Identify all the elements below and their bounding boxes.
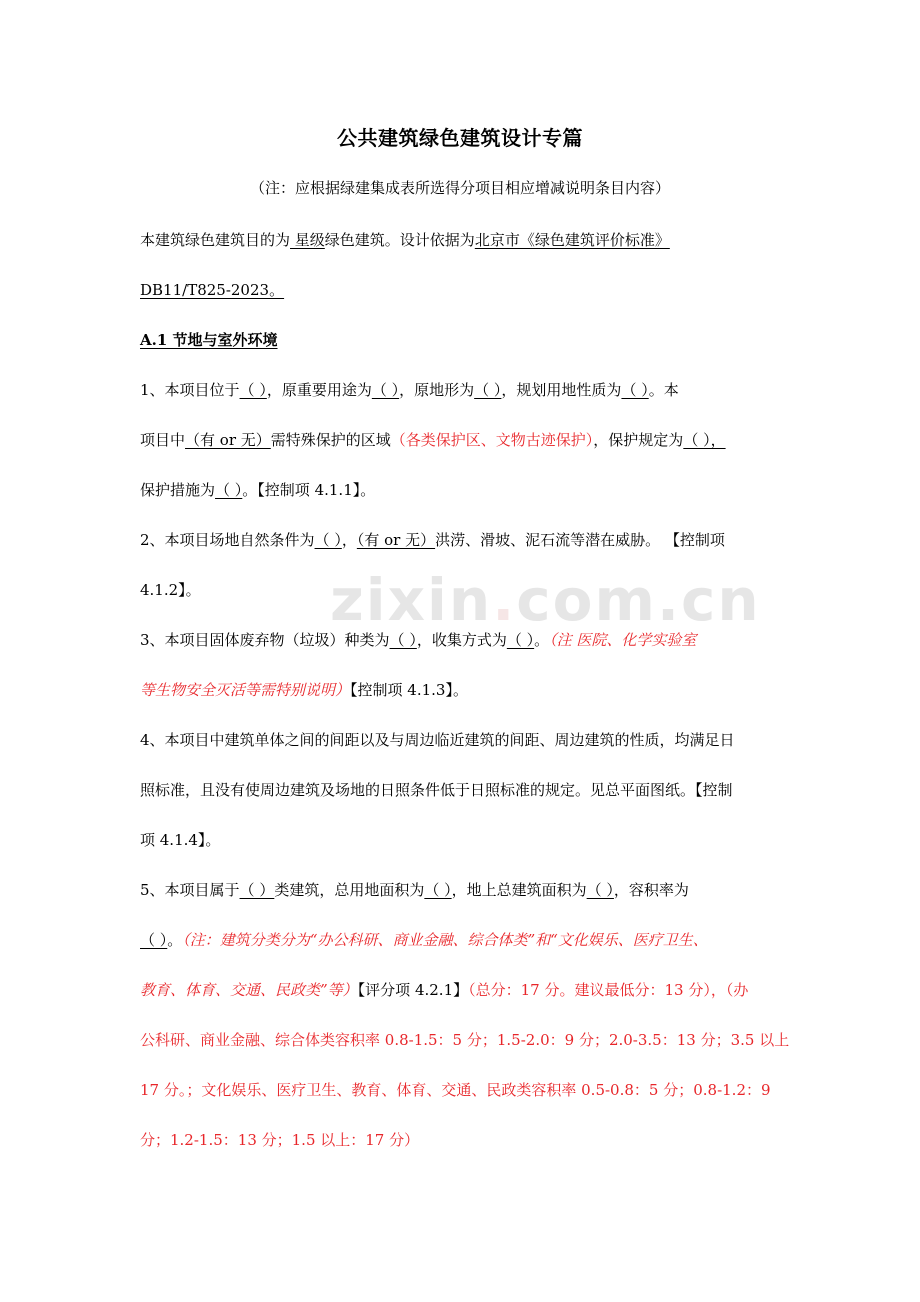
watermark: zixin.com.cn — [330, 566, 761, 634]
p4-line-2: 照标准，且没有使周边建筑及场地的日照条件低于日照标准的规定。见总平面图纸。【控制 — [140, 781, 733, 799]
p5-line-1: 5、本项目属于（ ）类建筑，总用地面积为（ ），地上总建筑面积为（ ），容积率为 — [140, 881, 689, 899]
star-blank: 星级 — [290, 231, 325, 249]
p5-line-2: （ ）。（注：建筑分类分为“办公科研、商业金融、综合体类”和“文化娱乐、医疗卫生、 — [140, 931, 708, 949]
p2-line-2: 4.1.2】。 — [140, 581, 201, 599]
standard-code: DB11/T825-2023。 — [140, 281, 285, 299]
page-note: （注：应根据绿建集成表所选得分项目相应增减说明条目内容） — [249, 179, 670, 197]
section-heading: A.1 节地与室外环境 — [140, 331, 278, 349]
p5-line-6: 分；1.2-1.5：13 分；1.5 以上：17 分） — [140, 1131, 420, 1149]
p1-line-3: 保护措施为（ ）。【控制项 4.1.1】。 — [140, 481, 376, 499]
intro-line-2 — [140, 280, 284, 300]
p5-line-4: 公科研、商业金融、综合体类容积率 0.8-1.5：5 分；1.5-2.0：9 分；2.0-3.5：13 分；3.5 以上 — [140, 1031, 790, 1049]
p4-line-3: 项 4.1.4】。 — [140, 831, 221, 849]
p2-line-1: 2、本项目场地自然条件为（ ），（有 or 无）洪涝、滑坡、泥石流等潜在威胁。 【控制项 — [140, 531, 725, 549]
p1-line-2: 项目中（有 or 无）需特殊保护的区域（各类保护区、文物古迹保护），保护规定为（ ）， — [140, 431, 726, 449]
p3-line-2: 等生物安全灭活等需特别说明）【控制项 4.1.3】。 — [140, 681, 468, 699]
standard-name: 北京市《绿色建筑评价标准》 — [474, 231, 670, 249]
p4-line-1: 4、本项目中建筑单体之间的间距以及与周边临近建筑的间距、周边建筑的性质，均满足日 — [140, 731, 735, 749]
p5-line-5: 17 分。；文化娱乐、医疗卫生、教育、体育、交通、民政类容积率 0.5-0.8：5 分；0.8-1.2：9 — [140, 1081, 771, 1099]
page-title: 公共建筑绿色建筑设计专篇 — [337, 126, 583, 150]
p1-line-1: 1、本项目位于（ ），原重要用途为（ ），原地形为（ ），规划用地性质为（ ）。本 — [140, 381, 679, 399]
p3-line-1: 3、本项目固体废弃物（垃圾）种类为（ ），收集方式为（ ）。（注 医院、化学实验室 — [140, 631, 697, 649]
p5-line-3: 教育、体育、交通、民政类”等）【评分项 4.2.1】（总分：17 分。建议最低分：13 分），（办 — [140, 981, 749, 999]
intro-line-1: 本建筑绿色建筑目的为 星级绿色建筑。设计依据为北京市《绿色建筑评价标准》 — [140, 231, 670, 249]
